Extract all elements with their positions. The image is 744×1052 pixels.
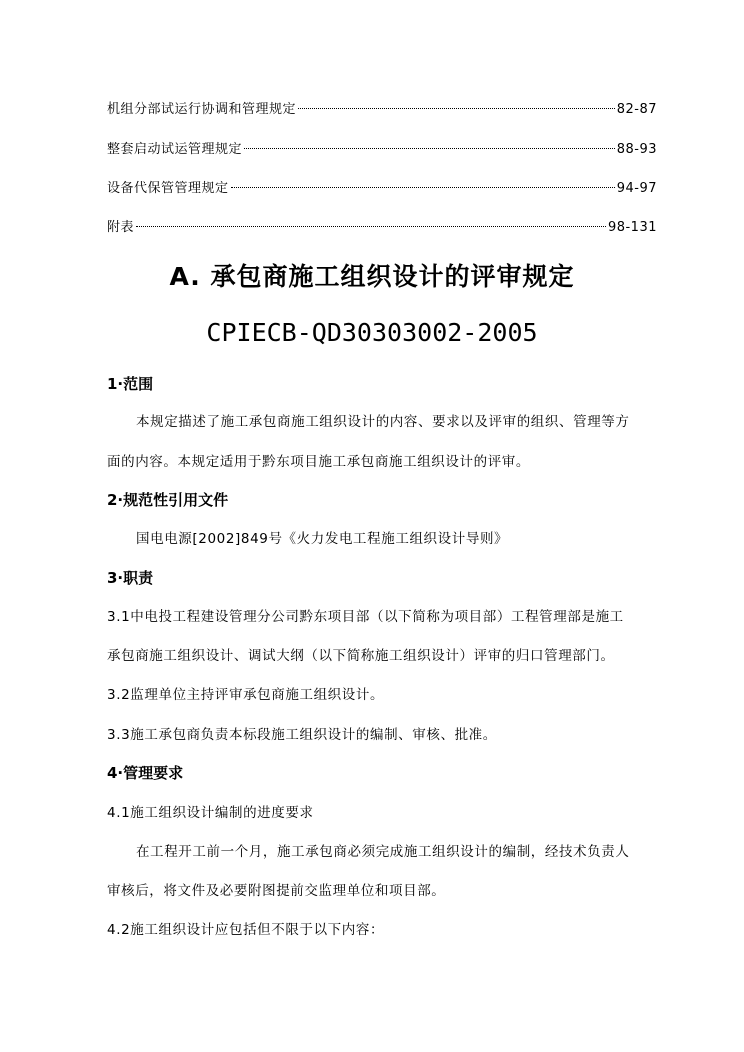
- paragraph: 4.2施工组织设计应包括但不限于以下内容：: [107, 922, 385, 938]
- toc-leader: [244, 148, 615, 149]
- toc-leader: [298, 108, 615, 109]
- paragraph: 本规定描述了施工承包商施工组织设计的内容、要求以及评审的组织、管理等方: [136, 414, 630, 430]
- paragraph: 审核后，将文件及必要附图提前交监理单位和项目部。: [107, 883, 446, 899]
- paragraph: 面的内容。本规定适用于黔东项目施工承包商施工组织设计的评审。: [107, 454, 530, 470]
- toc-label: 整套启动试运管理规定: [107, 142, 243, 157]
- toc-entry: [107, 98, 657, 117]
- toc-pages: 98-131: [607, 220, 657, 235]
- section-heading-scope: 1·范围: [107, 375, 154, 393]
- toc-pages: 94-97: [616, 181, 657, 196]
- toc-pages: 82-87: [616, 102, 657, 117]
- paragraph: 3.3施工承包商负责本标段施工组织设计的编制、审核、批准。: [107, 727, 497, 743]
- paragraph: 3.1中电投工程建设管理分公司黔东项目部（以下简称为项目部）工程管理部是施工: [107, 609, 624, 625]
- paragraph: 3.2监理单位主持评审承包商施工组织设计。: [107, 687, 385, 703]
- paragraph: 国电电源[2002]849号《火力发电工程施工组织设计导则》: [136, 531, 509, 547]
- toc-label: 附表: [107, 220, 135, 235]
- toc-entry: [107, 138, 657, 157]
- paragraph: 4.1施工组织设计编制的进度要求: [107, 805, 314, 821]
- toc-leader: [231, 187, 615, 188]
- toc-pages: 88-93: [616, 142, 657, 157]
- toc-label: 设备代保管管理规定: [107, 181, 229, 196]
- paragraph: 承包商施工组织设计、调试大纲（以下简称施工组织设计）评审的归口管理部门。: [107, 648, 615, 664]
- paragraph: 在工程开工前一个月，施工承包商必须完成施工组织设计的编制，经技术负责人: [136, 844, 630, 860]
- document-title: A. 承包商施工组织设计的评审规定: [169, 262, 575, 291]
- toc-entry: [107, 177, 657, 196]
- section-heading-management: 4·管理要求: [107, 764, 184, 782]
- document-code: CPIECB-QD30303002-2005: [206, 318, 538, 347]
- section-heading-references: 2·规范性引用文件: [107, 491, 229, 509]
- section-heading-responsibilities: 3·职责: [107, 569, 154, 587]
- toc-entry: [107, 216, 657, 235]
- toc-leader: [136, 226, 606, 227]
- toc-label: 机组分部试运行协调和管理规定: [107, 102, 297, 117]
